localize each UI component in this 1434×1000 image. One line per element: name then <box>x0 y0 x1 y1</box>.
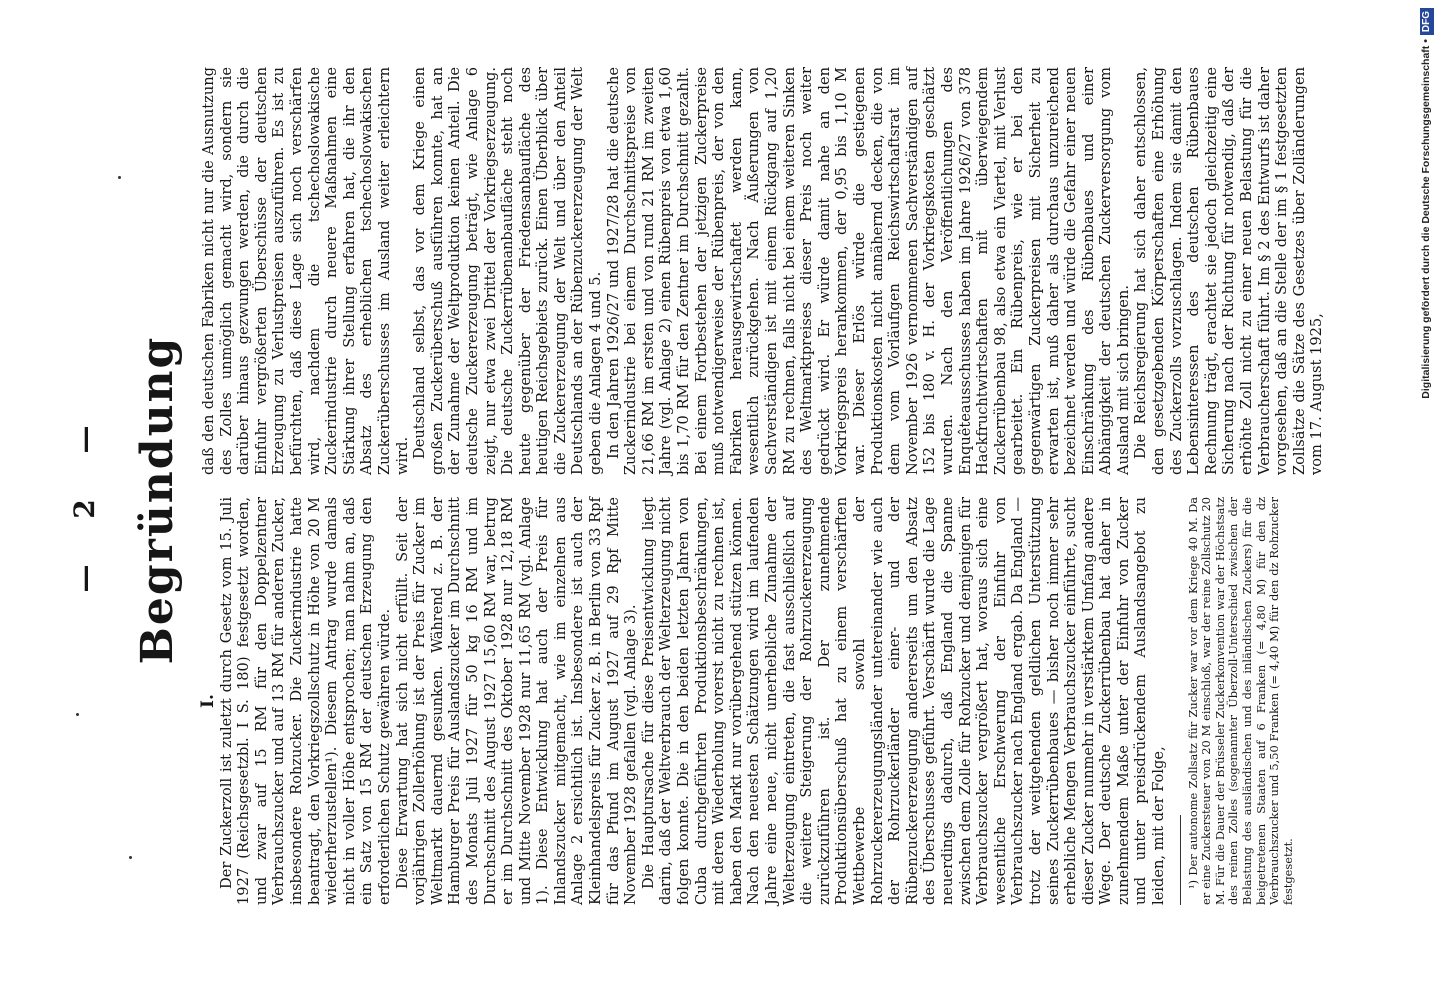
scan-speck <box>118 176 121 179</box>
dfg-logo: DFG <box>1420 8 1434 35</box>
paragraph: daß den deutschen Fabriken nicht nur die Ausnutzung des Zolles unmöglich gemacht wird, sondern sie darüber hinaus gezwungen werden, die durch die Einfuhr vergrößerten Überschüsse der deutschen Erzeugung zu Verlustpreisen auszuführen. Es ist zu befürchten, daß diese Lage sich noch verschärfen wird, nachdem die tschechoslowakische Zuckerindustrie durch neuere Maßnahmen eine Stärkung ihrer Stellung erfahren hat, die ihr den Absatz des erheblichen tschechoslowakischen Zuckerüberschusses im Ausland weiter erleichtern wird. <box>200 67 411 475</box>
footnote-divider <box>1180 815 1181 905</box>
paragraph: Diese Erwartung hat sich nicht erfüllt. Seit der vorjährigen Zollerhöhung ist der Preis für Zucker im Weltmarkt dauernd gesunken. Während z. B. der Hamburger Preis für Auslandszucker im Durchschnitt des Monats Juli 1927 für 50 kg 16 RM und im Durchschnitt des August 1927 15,60 RM war, betrug er im Durchschnitt des Oktober 1928 nur 12,18 RM und Mitte November 1928 nur 11,65 RM (vgl. Anlage 1). Diese Entwicklung hat auch der Preis für Inlandszucker mitgemacht, wie im einzelnen aus Anlage 2 ersichtlich ist. Insbesondere ist auch der Kleinhandelspreis für Zucker z. B. in Berlin von 33 Rpf für das Pfund im August 1927 auf 29 Rpf Mitte November 1928 gefallen (vgl. Anlage 3). <box>393 497 640 905</box>
paragraph: In den Jahren 1926/27 und 1927/28 hat die deutsche Zuckerindustrie bei einem Durchschnittspreise von 21,66 RM im ersten und von rund 21 RM im zweiten Jahre (vgl. Anlage 2) einen Rübenpreis von etwa 1,60 bis 1,70 RM für den Zentner im Durchschnitt gezahlt. Bei einem Fortbestehen der jetzigen Zuckerpreise muß notwendigerweise der Rübenpreis, der von den Fabriken herausgewirtschaftet werden kann, wesentlich zurückgehen. Nach Äußerungen von Sachverständigen ist mit einem Rückgang auf 1,20 RM zu rechnen, falls nicht bei einem weiteren Sinken des Weltmarktpreises dieser Preis noch weiter gedrückt wird. Er würde damit nahe an den Vorkriegspreis herankommen, der 0,95 bis 1,10 M war. Dieser Erlös würde die gestiegenen Produktionskosten nicht annähernd decken, die von dem vom Vorläufigen Reichswirtschaftsrat im November 1926 vernommenen Sachverständigen auf 152 bis 180 v. H. der Vorkriegskosten geschätzt wurden. Nach den Veröffentlichungen des Enquêteausschusses haben im Jahre 1926/27 von 378 Hackfruchtwirtschaften mit überwiegendem Zuckerrübenbau 98, also etwa ein Viertel, mit Verlust gearbeitet. Ein Rübenpreis, wie er bei den gegenwärtigen Zuckerpreisen mit Sicherheit zu erwarten ist, muß daher als durchaus unzureichend bezeichnet werden und würde die Gefahr einer neuen Einschränkung des Rübenbaues und einer Abhängigkeit der deutschen Zuckerversorgung vom Ausland mit sich bringen. <box>604 67 1132 475</box>
left-text-column <box>200 497 1295 905</box>
paragraph: Die Reichsregierung hat sich daher entschlossen, den gesetzgebenden Körperschaften eine Erhöhung des Zuckerzolls vorzuschlagen. Indem sie damit den Lebensinteressen des deutschen Rübenbaues Rechnung trägt, erachtet sie jedoch gleichzeitig eine Sicherung nach der Richtung für notwendig, daß der erhöhte Zoll nicht zu einer neuen Belastung für die Verbraucherschaft führt. Im § 2 des Entwurfs ist daher vorgesehen, daß an die Stelle der im § 1 festgesetzten Zollsätze die Sätze des Gesetzes über Zolländerungen vom 17. August 1925, <box>1132 67 1326 475</box>
digitization-credit <box>1418 8 1434 1000</box>
paragraph: Der Zuckerzoll ist zuletzt durch Gesetz vom 15. Juli 1927 (Reichsgesetzbl. I S. 180) festgesetzt worden, und zwar auf 15 RM für den Doppelzentner Verbrauchszucker und auf 13 RM für anderen Zucker, insbesondere Rohzucker. Die Zuckerindustrie hatte beantragt, den Vorkriegszollschutz in Höhe von 20 M wiederherzustellen¹). Diesem Antrag wurde damals nicht in voller Höhe entsprochen; man nahm an, daß ein Satz von 15 RM der deutschen Erzeugung den erforderlichen Schutz gewähren würde. <box>217 497 393 905</box>
page-heading: Begründung <box>132 335 183 665</box>
scan-speck <box>76 713 79 716</box>
section-numeral: I. <box>198 694 218 708</box>
page-number: — 2 — <box>68 407 101 593</box>
paragraph: Deutschland selbst, das vor dem Kriege einen großen Zuckerüberschuß ausführen konnte, hat an der Zunahme der Weltproduktion keinen Anteil. Die deutsche Zuckererzeugung beträgt, wie Anlage 6 zeigt, nur etwa zwei Drittel der Vorkriegserzeugung. Die deutsche Zuckerrübenanbaufläche steht noch heute gegenüber der Friedensanbaufläche des heutigen Reichsgebiets zurück. Einen Überblick über die Zuckererzeugung der Welt und über den Anteil Deutschlands an der Rübenzuckererzeugung der Welt geben die Anlagen 4 und 5. <box>411 67 605 475</box>
right-text-column <box>200 67 1326 475</box>
footnote: ¹) Der autonome Zollsatz für Zucker war vor dem Kriege 40 M. Da er eine Zuckersteuer von 20 M einschloß, war der reine Zollschutz 20 M. Für die Dauer der Brüsseler Zuckerkonvention war der Höchstsatz des reinen Zolles (sogenannter Überzoll-Unterschied zwischen der Belastung des ausländischen und des inländischen Zuckers) für die beigetretenen Staaten auf 6 Franken (= 4,80 M) für den dz Verbrauchszucker und 5,50 Franken (= 4,40 M) für den dz Rohzucker festgesetzt. <box>1185 497 1295 905</box>
paragraph: Die Hauptursache für diese Preisentwicklung liegt darin, daß der Weltverbrauch der Welterzeugung nicht folgen konnte. Die in den beiden letzten Jahren von Cuba durchgeführten Produktionsbeschränkungen, mit deren Wiederholung vorerst nicht zu rechnen ist, haben den Markt nur vorübergehend stützen können. Nach den neuesten Schätzungen wird im laufenden Jahre eine neue, nicht unerhebliche Zunahme der Welterzeugung eintreten, die fast ausschließlich auf die weitere Steigerung der Rohrzuckererzeugung zurückzuführen ist. Der zunehmende Produktionsüberschuß hat zu einem verschärften Wettbewerbe sowohl der Rohrzuckererzeugungsländer untereinander wie auch der Rohrzuckerländer einer- und der Rübenzuckererzeugung andererseits um den Absatz des Überschusses geführt. Verschärft wurde die Lage neuerdings dadurch, daß England die Spanne zwischen dem Zolle für Rohzucker und demjenigen für Verbrauchszucker vergrößert hat, woraus sich eine wesentliche Erschwerung der Einfuhr von Verbrauchszucker nach England ergab. Da England — trotz der weitgehenden geldlichen Unterstützung seines Zuckerrübenbaues — bisher noch immer sehr erhebliche Mengen Verbrauchszucker einführte, sucht dieser Zucker nunmehr in verstärktem Umfang andere Wege. Der deutsche Zuckerrübenbau hat daher in zunehmendem Maße unter der Einfuhr von Zucker und unter preisdrückendem Auslandsangebot zu leiden, mit der Folge, <box>639 497 1168 905</box>
credit-text: Digitalisierung gefördert durch die Deutsche Forschungsgemeinschaft • <box>1420 39 1432 399</box>
scan-speck <box>129 856 132 859</box>
